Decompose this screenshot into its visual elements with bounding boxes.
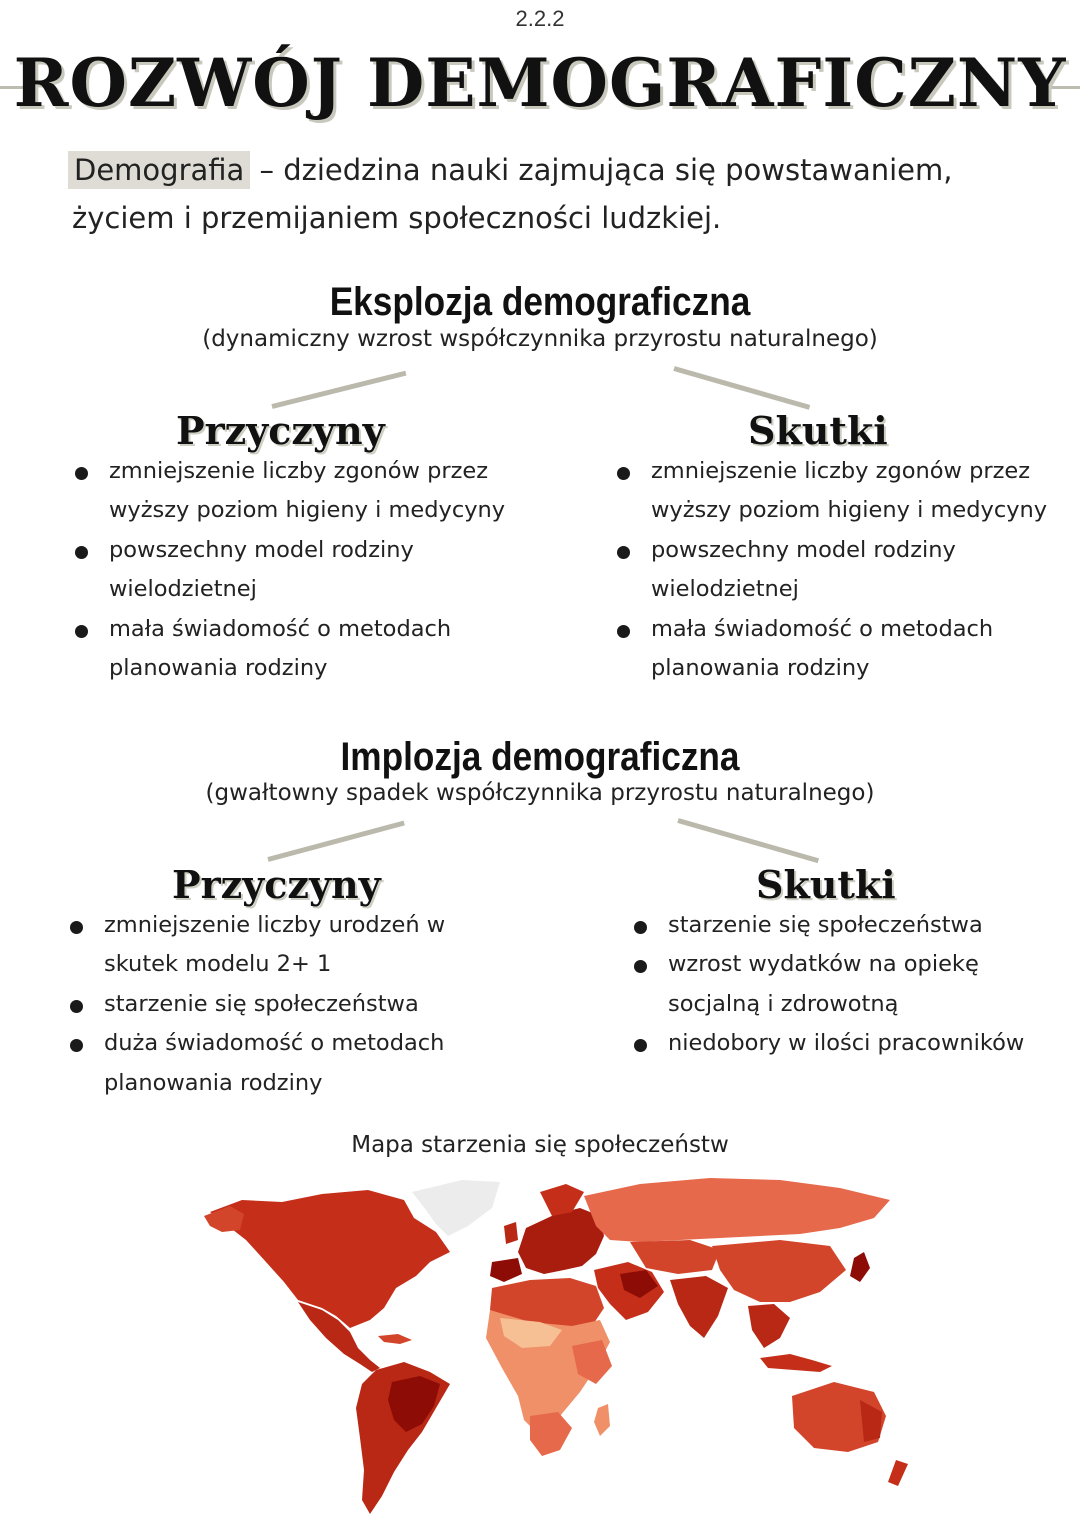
implosion-causes-heading: Przyczyny	[172, 862, 381, 907]
definition-line2: życiem i przemijaniem społeczności ludzkiej.	[72, 201, 722, 235]
bullet-icon	[617, 625, 630, 638]
region-russia	[584, 1178, 890, 1242]
list-item: wzrost wydatków na opiekę socjalną i zdrowotną	[634, 945, 1074, 1024]
explosion-causes-heading: Przyczyny	[176, 408, 385, 453]
list-item: starzenie się społeczeństwa	[634, 906, 1074, 945]
explosion-causes-list	[75, 452, 535, 688]
bullet-icon	[75, 625, 88, 638]
list-item: zmniejszenie liczby zgonów przez wyższy poziom higieny i medycyny	[617, 452, 1077, 531]
bullet-icon	[634, 960, 647, 973]
page-title: ROZWÓJ DEMOGRAFICZNY	[13, 44, 1067, 122]
implosion-branch-right	[677, 818, 819, 863]
explosion-heading: Eksplozja demograficzna	[329, 280, 751, 324]
bullet-icon	[70, 921, 83, 934]
bullet-icon	[70, 1039, 83, 1052]
bullet-icon	[617, 467, 630, 480]
list-item: powszechny model rodziny wielodzietnej	[75, 531, 535, 610]
bullet-icon	[634, 921, 647, 934]
bullet-icon	[70, 1000, 83, 1013]
explosion-branch-right	[673, 366, 810, 410]
region-north-america	[210, 1190, 450, 1328]
explosion-effects-heading: Skutki	[748, 408, 888, 453]
list-item: powszechny model rodziny wielodzietnej	[617, 531, 1077, 610]
title-block	[0, 44, 1080, 124]
implosion-effects-list	[634, 906, 1074, 1064]
implosion-heading: Implozja demograficzna	[340, 735, 740, 779]
implosion-subheading: (gwałtowny spadek współczynnika przyrostu naturalnego)	[205, 780, 875, 806]
region-east-asia	[712, 1240, 846, 1302]
map-caption: Mapa starzenia się społeczeństw	[351, 1132, 729, 1158]
definition-line1: – dziedzina nauki zajmująca się powstawaniem,	[250, 153, 953, 187]
region-africa-south	[530, 1412, 572, 1456]
region-southeast-asia	[748, 1304, 790, 1348]
region-uk	[504, 1222, 518, 1244]
list-item: niedobory w ilości pracowników	[634, 1024, 1074, 1063]
bullet-icon	[75, 546, 88, 559]
bullet-icon	[617, 546, 630, 559]
region-japan	[850, 1252, 870, 1282]
implosion-branch-left	[267, 821, 404, 862]
list-item: mała świadomość o metodach planowania rodziny	[617, 610, 1077, 689]
region-madagascar	[594, 1404, 610, 1436]
region-new-zealand	[888, 1460, 908, 1486]
page-number: 2.2.2	[515, 6, 565, 31]
bullet-icon	[75, 467, 88, 480]
implosion-effects-heading: Skutki	[756, 862, 896, 907]
list-item: duża świadomość o metodach planowania rodziny	[70, 1024, 540, 1103]
region-indonesia	[760, 1354, 832, 1372]
world-ageing-map	[200, 1170, 920, 1525]
definition-term: Demografia	[68, 151, 250, 189]
explosion-subheading: (dynamiczny wzrost współczynnika przyrostu naturalnego)	[202, 326, 878, 352]
region-caribbean	[378, 1334, 412, 1344]
list-item: zmniejszenie liczby urodzeń w skutek modelu 2+ 1	[70, 906, 540, 985]
implosion-causes-list	[70, 906, 540, 1103]
region-europe	[518, 1208, 604, 1274]
list-item: mała świadomość o metodach planowania rodziny	[75, 610, 535, 689]
explosion-effects-list	[617, 452, 1077, 688]
definition	[72, 146, 972, 242]
list-item: starzenie się społeczeństwa	[70, 985, 540, 1024]
bullet-icon	[634, 1039, 647, 1052]
explosion-branch-left	[271, 371, 406, 409]
region-south-asia	[670, 1276, 728, 1338]
list-item: zmniejszenie liczby zgonów przez wyższy poziom higieny i medycyny	[75, 452, 535, 531]
region-iberia	[490, 1258, 522, 1282]
